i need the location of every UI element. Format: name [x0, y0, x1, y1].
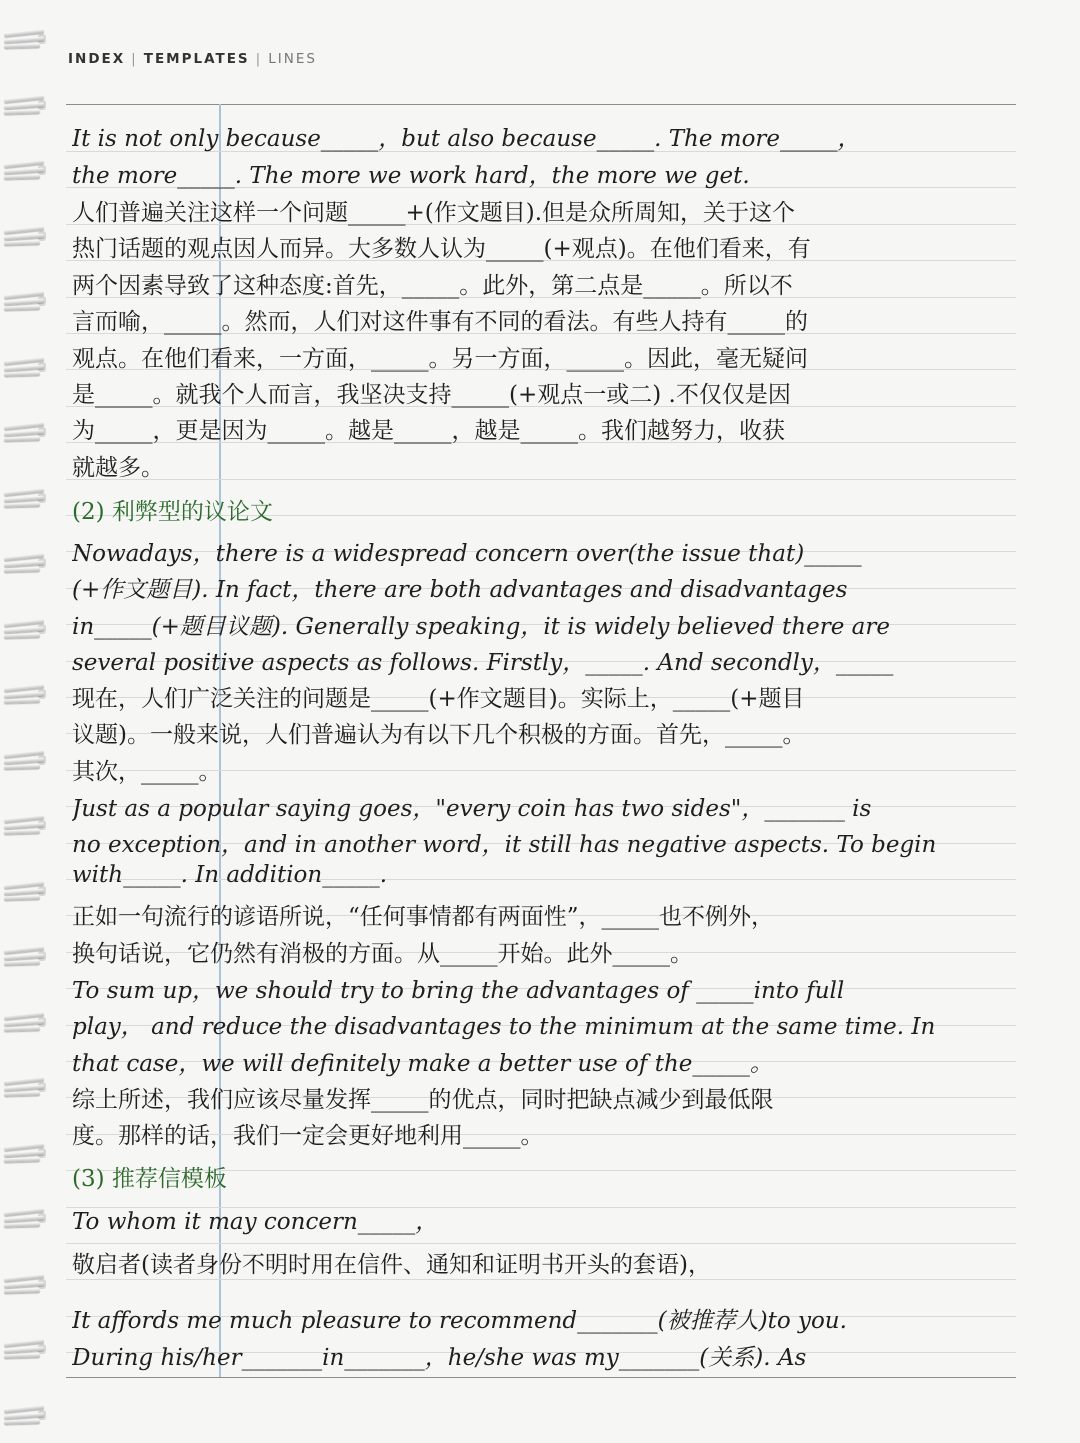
text-line: It is not only because_____，but also because_____. The more_____，: [72, 126, 861, 152]
text-line: 现在，人们广泛关注的问题是_____(+作文题目)。实际上，_____(+题目: [72, 686, 805, 712]
text-line: (+作文题目). In fact，there are both advantages and disadvantages: [72, 577, 848, 603]
text-line: 热门话题的观点因人而异。大多数人认为_____(+观点)。在他们看来，有: [72, 236, 811, 262]
spiral-ring: [4, 1207, 48, 1229]
spiral-ring: [4, 1273, 48, 1295]
spiral-ring: [4, 618, 48, 640]
bottom-rule: [66, 1377, 1016, 1378]
text-line: 言而喻，_____。然而，人们对这件事有不同的看法。有些人持有_____的: [72, 309, 808, 335]
breadcrumb-separator: |: [131, 51, 138, 67]
text-line: 为_____，更是因为_____。越是_____，越是_____。我们越努力，收获: [72, 418, 785, 444]
breadcrumb-lines: LINES: [268, 51, 317, 67]
text-line: 度。那样的话，我们一定会更好地利用_____。: [72, 1123, 544, 1149]
spiral-ring: [4, 945, 48, 967]
text-line: Nowadays，there is a widespread concern over(the issue that)_____: [72, 541, 862, 567]
breadcrumb: [68, 51, 317, 67]
spiral-ring: [4, 94, 48, 116]
spiral-ring: [4, 225, 48, 247]
spiral-ring: [4, 749, 48, 771]
text-line: 两个因素导致了这种态度:首先，_____。此外，第二点是_____。所以不: [72, 273, 793, 299]
text-line: no exception，and in another word，it still has negative aspects. To begin: [72, 832, 937, 858]
top-rule: [66, 104, 1016, 105]
text-line: 换句话说，它仍然有消极的方面。从_____开始。此外_____。: [72, 941, 693, 967]
spiral-ring: [4, 487, 48, 509]
spiral-ring: [4, 1142, 48, 1164]
spiral-ring: [4, 1338, 48, 1360]
text-line: 就越多。: [72, 455, 164, 481]
text-line: 议题)。一般来说，人们普遍认为有以下几个积极的方面。首先，_____。: [72, 722, 806, 748]
text-line: To whom it may concern_____，: [72, 1209, 439, 1235]
text-line: To sum up，we should try to bring the advantages of _____into full: [72, 978, 845, 1004]
spiral-ring: [4, 1404, 48, 1426]
spiral-ring: [4, 814, 48, 836]
spiral-ring: [4, 159, 48, 181]
text-line: the more_____. The more we work hard，the more we get.: [72, 163, 750, 189]
text-line: It affords me much pleasure to recommend_______(被推荐人)to you.: [72, 1308, 847, 1334]
breadcrumb-templates: TEMPLATES: [143, 51, 250, 67]
text-line: with_____. In addition_____.: [72, 862, 388, 888]
text-line: 人们普遍关注这样一个问题_____+(作文题目).但是众所周知，关于这个: [72, 200, 796, 226]
breadcrumb-index: INDEX: [68, 51, 126, 67]
text-line: play， and reduce the disadvantages to the minimum at the same time. In: [72, 1014, 936, 1040]
spiral-ring: [4, 290, 48, 312]
text-line: several positive aspects as follows. Firstly，_____. And secondly，_____: [72, 650, 894, 676]
spiral-ring: [4, 1076, 48, 1098]
spiral-ring: [4, 356, 48, 378]
ruled-line: [66, 1279, 1016, 1280]
text-line: 是_____。就我个人而言，我坚决支持_____(+观点一或二) .不仅仅是因: [72, 382, 791, 408]
text-line: that case，we will definitely make a better use of the_____。: [72, 1051, 773, 1077]
text-line: 正如一句流行的谚语所说，“任何事情都有两面性”，_____也不例外，: [72, 904, 775, 930]
text-line: 综上所述，我们应该尽量发挥_____的优点，同时把缺点减少到最低限: [72, 1087, 774, 1113]
section-heading: (3) 推荐信模板: [72, 1166, 227, 1192]
spiral-binding: [0, 28, 52, 1428]
section-heading: (2) 利弊型的议论文: [72, 499, 273, 525]
breadcrumb-separator: |: [255, 51, 263, 67]
ruled-line: [66, 1243, 1016, 1244]
spiral-ring: [4, 28, 48, 50]
text-line: During his/her_______in_______，he/she was my_______(关系). As: [72, 1345, 807, 1371]
spiral-ring: [4, 1011, 48, 1033]
text-line: 其次，_____。: [72, 759, 222, 785]
text-line: Just as a popular saying goes，"every coin has two sides"，_______ is: [72, 796, 872, 822]
spiral-ring: [4, 421, 48, 443]
text-line: 观点。在他们看来，一方面，_____。另一方面，_____。因此，毫无疑问: [72, 346, 808, 372]
spiral-ring: [4, 683, 48, 705]
text-line: in_____(+题目议题). Generally speaking，it is widely believed there are: [72, 614, 890, 640]
spiral-ring: [4, 880, 48, 902]
text-line: 敬启者(读者身份不明时用在信件、通知和证明书开头的套语)，: [72, 1252, 711, 1278]
spiral-ring: [4, 552, 48, 574]
